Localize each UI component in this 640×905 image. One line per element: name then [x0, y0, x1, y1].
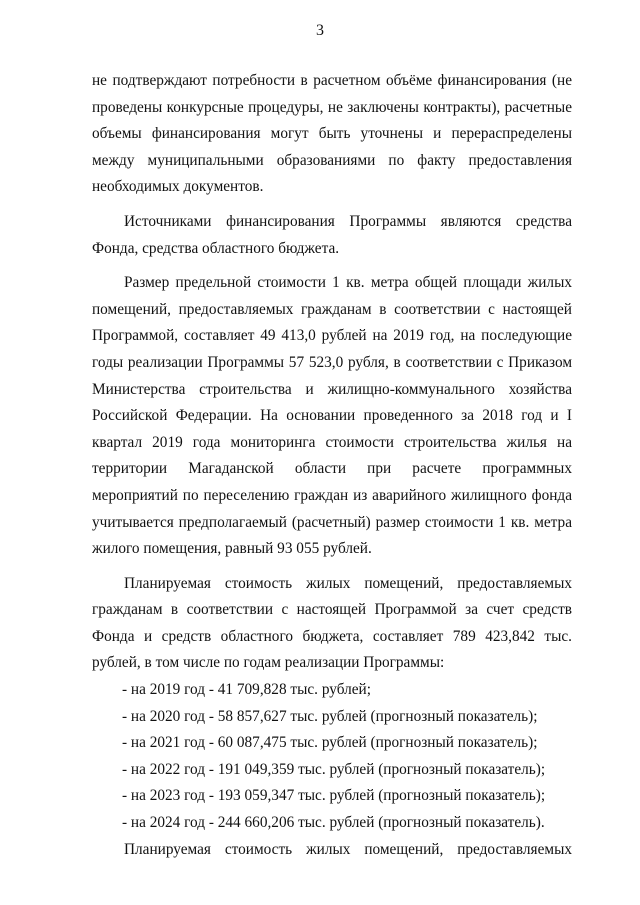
list-item: - на 2023 год - 193 059,347 тыс. рублей (прогнозный показатель); — [122, 787, 546, 805]
list-item: - на 2021 год - 60 087,475 тыс. рублей (прогнозный показатель); — [122, 734, 538, 752]
paragraph-funding-clarification: не подтверждают потребности в расчетном объёме финансирования (не проведены конкурсные процедуры, не заключены контракты), расчетные объемы финансирования могут быть уточнены и перераспределены между муниципальными образованиями по факту предоставления необходимых документов. — [92, 72, 572, 196]
document-body — [92, 68, 572, 863]
year-cost-list — [92, 677, 572, 837]
list-item: - на 2020 год - 58 857,627 тыс. рублей (прогнозный показатель); — [122, 707, 538, 725]
list-item: - на 2022 год - 191 049,359 тыс. рублей (прогнозный показатель); — [122, 760, 546, 778]
list-item: - на 2024 год - 244 660,206 тыс. рублей (прогнозный показатель). — [122, 814, 545, 832]
paragraph-planned-cost-continued: Планируемая стоимость жилых помещений, предоставляемых — [124, 840, 572, 858]
paragraph-planned-cost: Планируемая стоимость жилых помещений, предоставляемых гражданам в соответствии с настоящей Программой за счет средств Фонда и средств областного бюджета, составляет 789 423,842 тыс. рублей, в том числе по годам реализации Программы: — [92, 574, 572, 672]
paragraph-cost-per-square-meter: Размер предельной стоимости 1 кв. метра общей площади жилых помещений, предоставляемых гражданам в соответствии с настоящей Программой, составляет 49 413,0 рублей на 2019 год, на последующие годы реализации Программы 57 523,0 рубля, в соответствии с Приказом Министерства строительства и жилищно-коммунального хозяйства Российской Федерации. На основании проведенного за 2018 год и I квартал 2019 года мониторинга стоимости строительства жилья на территории Магаданской области при расчете программных мероприятий по переселению граждан из аварийного жилищного фонда учитывается предполагаемый (расчетный) размер стоимости 1 кв. метра жилого помещения, равный 93 055 рублей. — [92, 274, 572, 558]
list-item: - на 2019 год - 41 709,828 тыс. рублей; — [122, 681, 371, 699]
paragraph-funding-sources: Источниками финансирования Программы являются средства Фонда, средства областного бюджета. — [92, 212, 572, 257]
page-number: 3 — [316, 22, 324, 39]
